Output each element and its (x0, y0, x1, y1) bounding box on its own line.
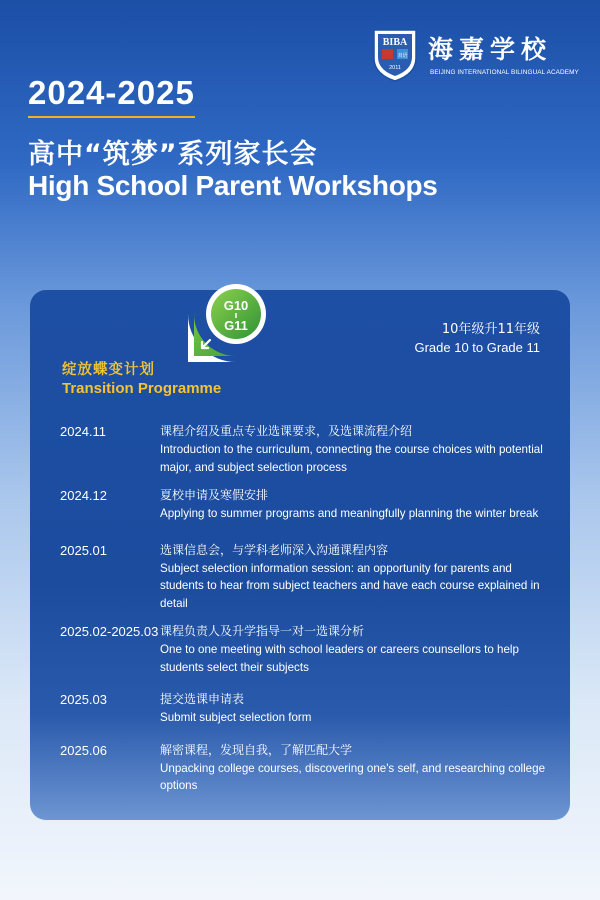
page-title-en: High School Parent Workshops (28, 170, 438, 201)
schedule-item (60, 486, 560, 523)
schedule-item (60, 622, 560, 676)
crest-year: 2011 (389, 65, 401, 71)
school-name-en: BEIJING INTERNATIONAL BILINGUAL ACADEMY (430, 69, 579, 76)
schedule-date: 2025.03 (60, 692, 107, 707)
school-name-cn: 海嘉学校 (428, 35, 553, 64)
schedule-desc-cn: 夏校申请及寒假安排 (160, 488, 269, 502)
schedule-date: 2024.11 (60, 424, 107, 439)
crest-small-label: 双语 (397, 53, 408, 59)
grade-range-en: Grade 10 to Grade 11 (414, 340, 540, 355)
badge-grade-from: G10 (223, 298, 249, 313)
programme-title-en: Transition Programme (62, 380, 222, 397)
schedule-desc-en: Subject selection information session: an opportunity for parents and students to hear from subject teachers and have each course explained in detail (160, 561, 540, 610)
schedule-date: 2024.12 (60, 488, 107, 503)
crest-icon (370, 28, 420, 82)
schedule-date: 2025.01 (60, 542, 107, 558)
schedule-desc-en: Applying to summer programs and meaningfully planning the winter break (160, 507, 539, 520)
schedule-desc-cn: 选课信息会，与学科老师深入沟通课程内容 (160, 542, 389, 557)
schedule-item (60, 422, 560, 476)
schedule-item (60, 541, 560, 613)
schedule-desc-en: Introduction to the curriculum, connecting the course choices with potential major, and subject selection process (160, 443, 543, 474)
schedule-item (60, 741, 560, 795)
schedule-desc-cn: 课程负责人及升学指导一对一选课分析 (160, 624, 365, 638)
schedule-desc-en: Submit subject selection form (160, 711, 312, 724)
programme-title-cn: 绽放蝶变计划 (62, 362, 155, 378)
grade-range-cn: 10年级升11年级 (441, 322, 540, 337)
event-year: 2024-2025 (28, 74, 195, 118)
school-logo (370, 28, 579, 84)
crest-label: BIBA (382, 37, 408, 48)
schedule-date: 2025.02-2025.03 (60, 624, 159, 639)
schedule-desc-cn: 提交选课申请表 (160, 692, 245, 706)
schedule-list (60, 422, 560, 795)
schedule-desc-en: One to one meeting with school leaders or careers counsellors to help students select their subjects (160, 643, 519, 674)
schedule-item (60, 690, 560, 727)
schedule-desc-en: Unpacking college courses, discovering one's self, and researching college options (160, 761, 546, 792)
schedule-desc-cn: 课程介绍及重点专业选课要求，及选课流程介绍 (160, 424, 413, 438)
page-title-cn: 高中“筑梦”系列家长会 (28, 139, 318, 170)
schedule-desc-cn: 解密课程，发现自我，了解匹配大学 (160, 742, 353, 757)
grade-badge-icon (184, 262, 288, 366)
schedule-date: 2025.06 (60, 742, 107, 758)
badge-grade-to: G11 (224, 318, 248, 333)
